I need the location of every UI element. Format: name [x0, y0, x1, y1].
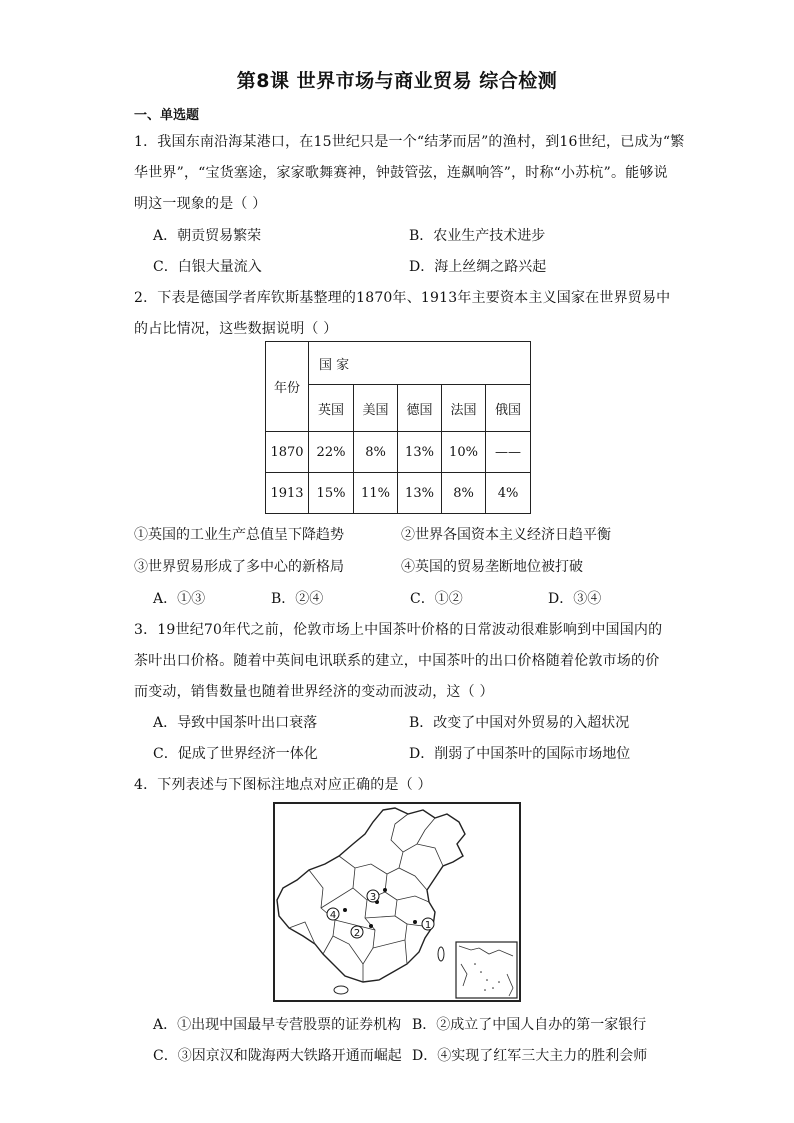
- table-cell: 13%: [398, 473, 442, 514]
- table-cell: 4%: [486, 473, 531, 514]
- row-year: 1913: [266, 473, 309, 514]
- q1-line-2: 华世界”，“宝货塞途，家家歌舞赛神，钟鼓管弦，连飙响答”，时称“小苏杭”。能够说: [134, 165, 668, 181]
- q4-line-1: 4．下列表述与下图标注地点对应正确的是（ ）: [134, 777, 432, 793]
- country-russia: 俄国: [486, 385, 531, 432]
- city-dot: [383, 888, 387, 892]
- table-row: [266, 432, 531, 473]
- country-header: 国 家: [309, 342, 531, 385]
- q3-option-c[interactable]: C．促成了世界经济一体化: [153, 746, 318, 762]
- q2-statement-2: ②世界各国资本主义经济日趋平衡: [401, 527, 611, 543]
- q1-option-c[interactable]: C．白银大量流入: [153, 259, 262, 275]
- table-cell: 15%: [309, 473, 354, 514]
- table-cell: 10%: [442, 432, 486, 473]
- country-france: 法国: [442, 385, 486, 432]
- q1-option-b[interactable]: B．农业生产技术进步: [409, 228, 546, 244]
- table-cell: 22%: [309, 432, 354, 473]
- q2-option-a[interactable]: A．①③: [153, 591, 206, 607]
- taiwan-island: [438, 947, 444, 961]
- country-us: 美国: [354, 385, 398, 432]
- table-cell: 13%: [398, 432, 442, 473]
- q4-option-a[interactable]: A．①出现中国最早专营股票的证券机构: [153, 1017, 402, 1033]
- table-cell: 8%: [354, 432, 398, 473]
- q3-option-d[interactable]: D．削弱了中国茶叶的国际市场地位: [409, 746, 631, 762]
- q4-option-c[interactable]: C．③因京汉和陇海两大铁路开通而崛起: [153, 1048, 402, 1064]
- row-year: 1870: [266, 432, 309, 473]
- q2-line-2: 的占比情况，这些数据说明（ ）: [134, 321, 338, 337]
- city-dot: [343, 908, 347, 912]
- country-germany: 德国: [398, 385, 442, 432]
- country-uk: 英国: [309, 385, 354, 432]
- q2-statement-1: ①英国的工业生产总值呈下降趋势: [134, 527, 344, 543]
- table-row: [266, 473, 531, 514]
- q3-line-1: 3．19世纪70年代之前，伦敦市场上中国茶叶价格的日常波动很难影响到中国国内的: [134, 622, 663, 638]
- q2-statement-4: ④英国的贸易垄断地位被打破: [401, 559, 583, 575]
- q1-line-1: 1．我国东南沿海某港口，在15世纪只是一个“结茅而居”的渔村，到16世纪，已成为“繁: [134, 134, 685, 150]
- city-dot: [369, 924, 373, 928]
- china-map-figure: [273, 802, 521, 1002]
- map-marker-2-label: 2: [353, 928, 361, 939]
- q1-option-a[interactable]: A．朝贡贸易繁荣: [153, 228, 262, 244]
- trade-share-table: [265, 341, 531, 514]
- map-marker-3-label: 3: [369, 892, 377, 903]
- table-cell: 11%: [354, 473, 398, 514]
- q2-line-1: 2．下表是德国学者库钦斯基整理的1870年、1913年主要资本主义国家在世界贸易中: [134, 290, 671, 306]
- map-marker-4-label: 4: [329, 910, 337, 921]
- q2-option-d[interactable]: D．③④: [548, 591, 602, 607]
- q1-line-3: 明这一现象的是（ ）: [134, 196, 267, 212]
- q1-option-d[interactable]: D．海上丝绸之路兴起: [409, 259, 547, 275]
- page-title: 第8课 世界市场与商业贸易 综合检测: [236, 70, 558, 92]
- q3-option-a[interactable]: A．导致中国茶叶出口衰落: [153, 715, 318, 731]
- q2-option-c[interactable]: C．①②: [410, 591, 463, 607]
- map-marker-1-label: 1: [424, 920, 432, 931]
- q3-option-b[interactable]: B．改变了中国对外贸易的入超状况: [409, 715, 630, 731]
- year-header: 年份: [266, 342, 309, 432]
- q2-option-b[interactable]: B．②④: [271, 591, 324, 607]
- section-heading: 一、单选题: [134, 108, 200, 123]
- table-cell: 8%: [442, 473, 486, 514]
- table-cell: ——: [486, 432, 531, 473]
- province-boundaries: [289, 814, 443, 982]
- q4-option-d[interactable]: D．④实现了红军三大主力的胜利会师: [412, 1048, 648, 1064]
- q3-line-3: 而变动，销售数量也随着世界经济的变动而波动，这（ ）: [134, 684, 494, 700]
- q4-option-b[interactable]: B．②成立了中国人自办的第一家银行: [412, 1017, 647, 1033]
- china-map-svg: [275, 804, 519, 1000]
- hainan-island: [334, 986, 348, 994]
- south-china-sea-inset: [456, 942, 517, 998]
- city-dot: [413, 920, 417, 924]
- q3-line-2: 茶叶出口价格。随着中英间电讯联系的建立，中国茶叶的出口价格随着伦敦市场的价: [134, 653, 660, 669]
- q2-statement-3: ③世界贸易形成了多中心的新格局: [134, 559, 344, 575]
